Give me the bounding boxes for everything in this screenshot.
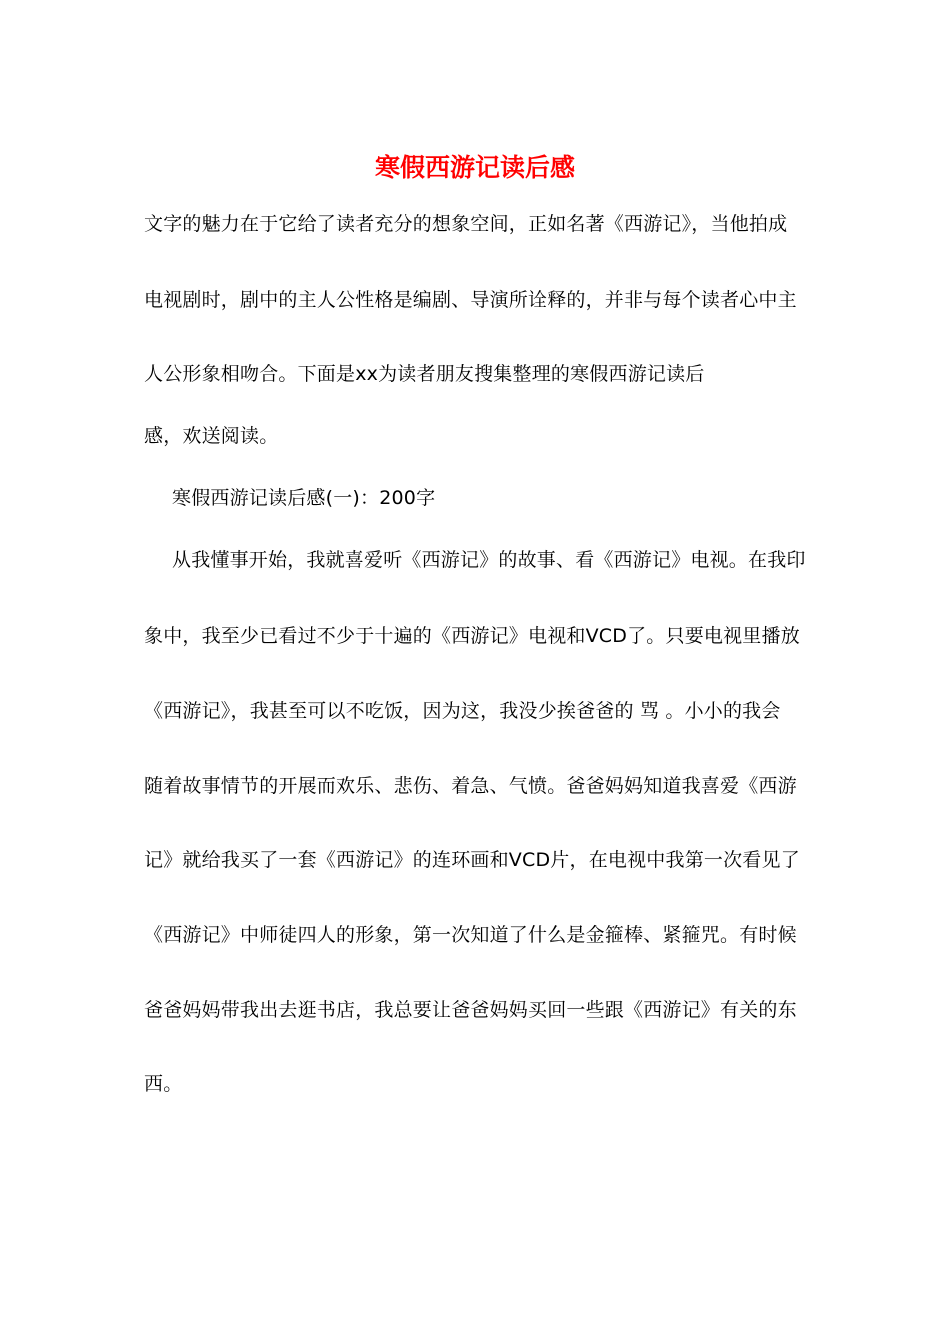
intro-line-3: 人公形象相吻合。下面是xx为读者朋友搜集整理的寒假西游记读后: [144, 363, 705, 385]
body-line-4: 随着故事情节的开展而欢乐、悲伤、着急、气愤。爸爸妈妈知道我喜爱《西游: [144, 775, 797, 797]
body-line-3: 《西游记》，我甚至可以不吃饭，因为这，我没少挨爸爸的 骂 。小小的我会: [144, 700, 781, 722]
body-line-6: 《西游记》中师徒四人的形象，第一次知道了什么是金箍棒、紧箍咒。有时候: [144, 924, 797, 946]
body-line-2: 象中，我至少已看过不少于十遍的《西游记》电视和VCD了。只要电视里播放: [144, 625, 800, 647]
intro-line-4: 感，欢送阅读。: [144, 425, 279, 447]
intro-line-1: 文字的魅力在于它给了读者充分的想象空间，正如名著《西游记》，当他拍成: [144, 213, 788, 235]
body-line-8: 西。: [144, 1073, 183, 1095]
body-line-1: 从我懂事开始，我就喜爱听《西游记》的故事、看《西游记》电视。在我印: [172, 549, 806, 571]
document-title: 寒假西游记读后感: [374, 153, 575, 182]
body-line-7: 爸爸妈妈带我出去逛书店，我总要让爸爸妈妈买回一些跟《西游记》有关的东: [144, 999, 797, 1021]
intro-line-2: 电视剧时，剧中的主人公性格是编剧、导演所诠释的，并非与每个读者心中主: [144, 289, 797, 311]
section-heading: 寒假西游记读后感(一)：200字: [172, 487, 436, 509]
body-line-5: 记》就给我买了一套《西游记》的连环画和VCD片，在电视中我第一次看见了: [144, 849, 800, 871]
